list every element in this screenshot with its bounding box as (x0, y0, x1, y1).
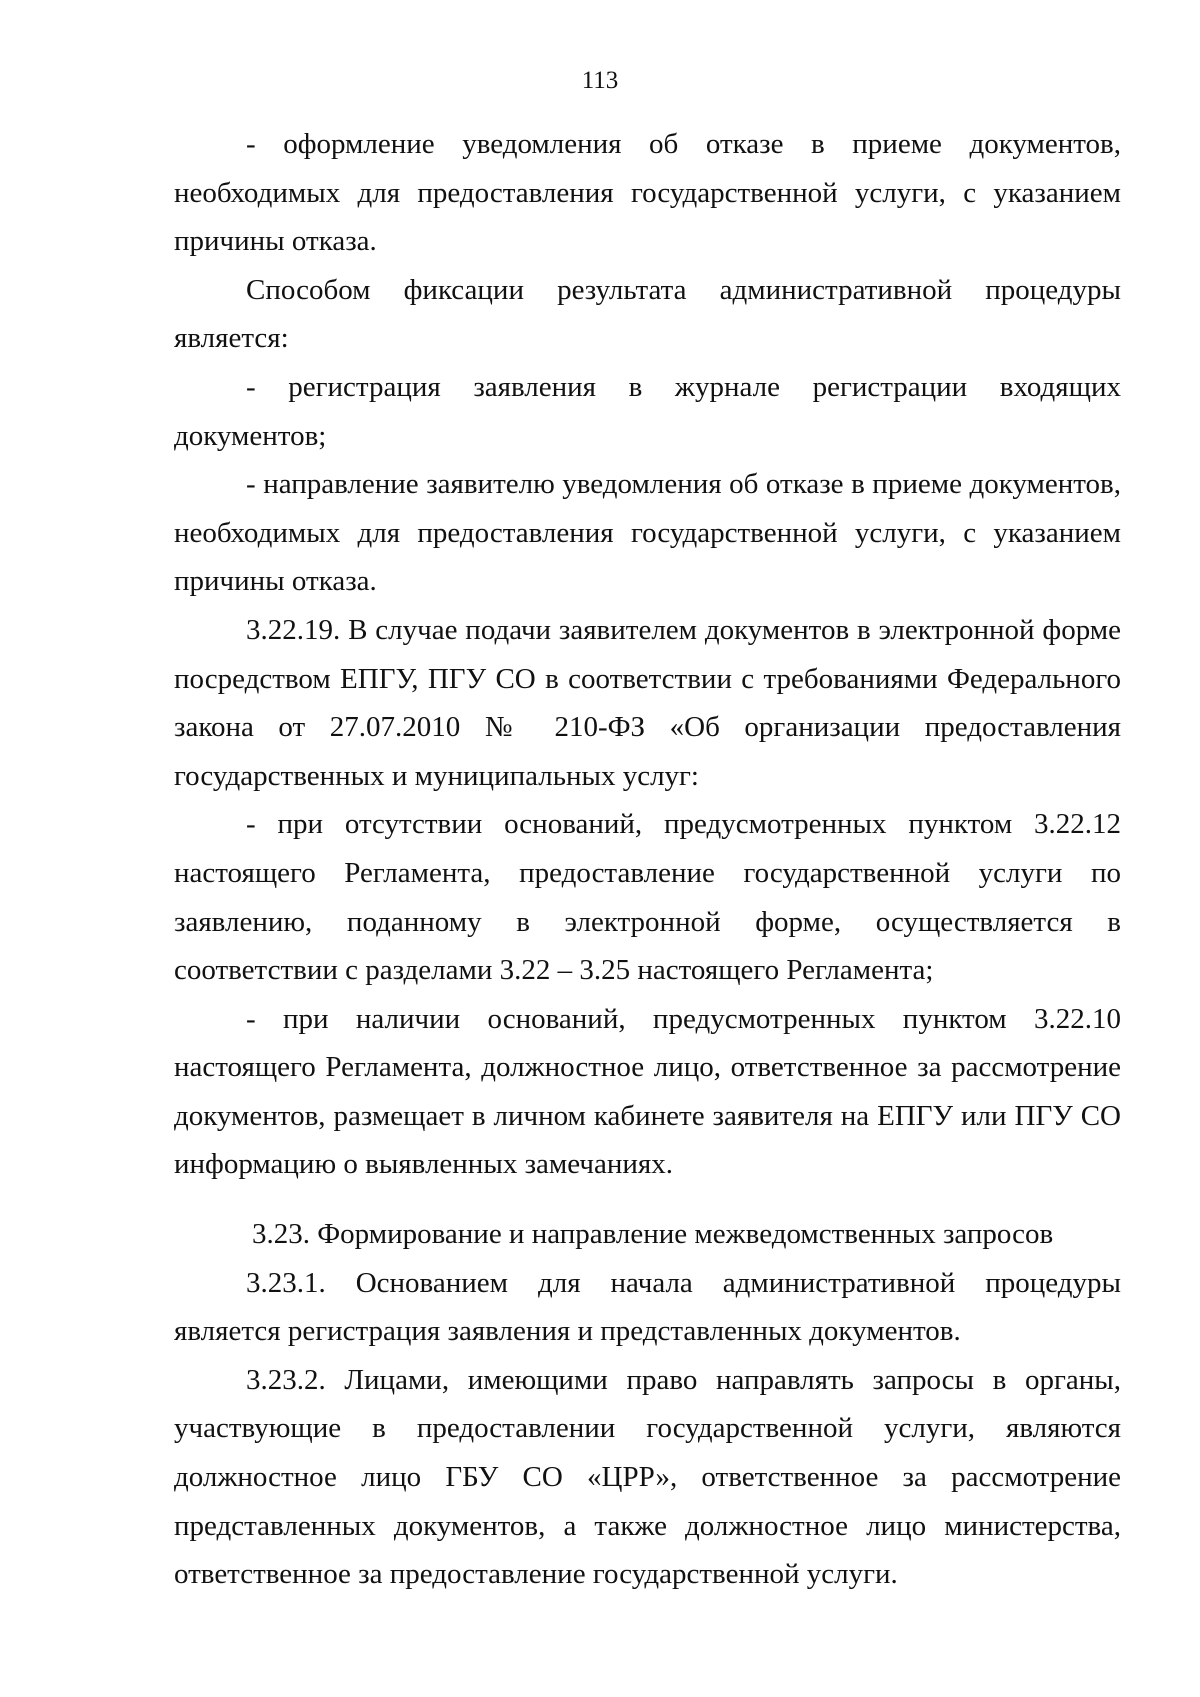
paragraph-3-22-19: 3.22.19. В случае подачи заявителем документов в электронной форме посредством ЕПГУ, ПГУ СО в соответствии с требованиями Федерального закона от 27.07.2010 № 210-ФЗ «Об организации предоставления государственных и муниципальных услуг: (174, 613, 1121, 792)
paragraph-grounds-present: - при наличии оснований, предусмотренных пунктом 3.22.10 настоящего Регламента, должностное лицо, ответственное за рассмотрение документов, размещает в личном кабинете заявителя на ЕПГУ или ПГУ СО информацию о выявленных замечаниях. (174, 1002, 1121, 1181)
paragraph-3-23-2: 3.23.2. Лицами, имеющими право направлять запросы в органы, участвующие в предоставлении государственной услуги, являются должностное лицо ГБУ СО «ЦРР», ответственное за рассмотрение представленных документов, а также должностное лицо министерства, ответственное за предоставление государственной услуги. (174, 1363, 1121, 1591)
paragraph-no-grounds: - при отсутствии оснований, предусмотренных пунктом 3.22.12 настоящего Регламента, предоставление государственной услуги по заявлению, поданному в электронной форме, осуществляется в соответствии с разделами 3.22 – 3.25 настоящего Регламента; (174, 808, 1121, 987)
page-number: 113 (581, 67, 619, 94)
paragraph-fixation-method: Способом фиксации результата административной процедуры является: (174, 273, 1121, 355)
document-body (174, 120, 1121, 1599)
paragraph-3-23-1: 3.23.1. Основанием для начала административной процедуры является регистрация заявления и представленных документов. (174, 1266, 1121, 1348)
paragraph-refusal-sending: - направление заявителю уведомления об отказе в приеме документов, необходимых для предоставления государственной услуги, с указанием причины отказа. (174, 468, 1121, 598)
section-heading: 3.23. Формирование и направление межведомственных запросов (252, 1218, 1054, 1251)
paragraph-registration: - регистрация заявления в журнале регистрации входящих документов; (174, 370, 1121, 452)
paragraph-refusal-notice: - оформление уведомления об отказе в приеме документов, необходимых для предоставления государственной услуги, с указанием причины отказа. (174, 128, 1121, 258)
